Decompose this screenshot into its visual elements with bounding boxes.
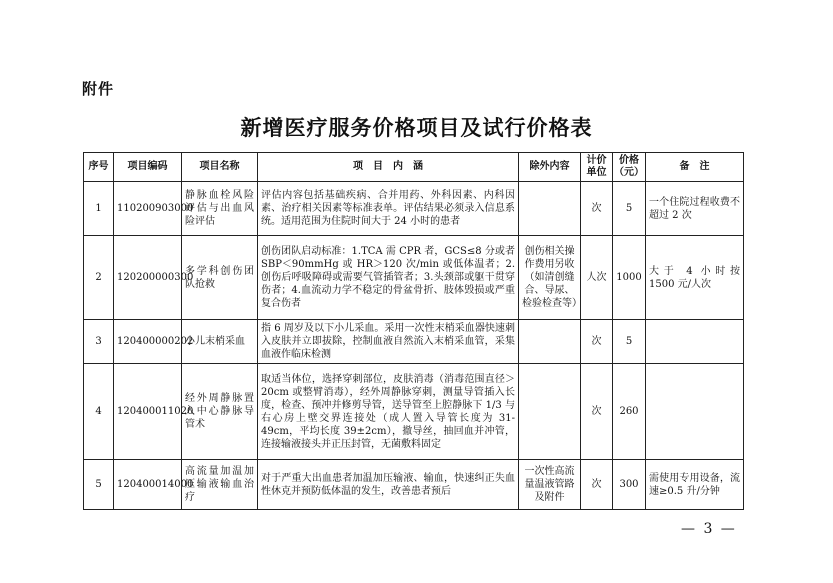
attachment-label: 附件 bbox=[82, 80, 115, 98]
table-row bbox=[84, 236, 744, 320]
cell-name: 多学科创伤团队抢救 bbox=[182, 236, 258, 320]
cell-unit: 次 bbox=[581, 182, 613, 236]
cell-price: 260 bbox=[613, 364, 646, 460]
header-excluded: 除外内容 bbox=[519, 153, 581, 182]
cell-unit: 人次 bbox=[581, 236, 613, 320]
cell-content: 指 6 周岁及以下小儿采血。采用一次性末梢采血器快速刺入皮肤并立即拔除，控制血液自然流入末梢采血管，采集血液作临床检测 bbox=[258, 320, 519, 364]
table-row bbox=[84, 364, 744, 460]
cell-name: 静脉血栓风险评估与出血风险评估 bbox=[182, 182, 258, 236]
cell-remark: 一个住院过程收费不超过 2 次 bbox=[646, 182, 744, 236]
table-row bbox=[84, 182, 744, 236]
cell-unit: 次 bbox=[581, 460, 613, 510]
cell-excluded bbox=[519, 182, 581, 236]
cell-excluded bbox=[519, 364, 581, 460]
cell-remark: 大于 4 小时按 1500 元/人次 bbox=[646, 236, 744, 320]
header-content: 项 目 内 涵 bbox=[258, 153, 519, 182]
cell-price: 300 bbox=[613, 460, 646, 510]
cell-price: 5 bbox=[613, 320, 646, 364]
cell-remark bbox=[646, 364, 744, 460]
cell-unit: 次 bbox=[581, 320, 613, 364]
header-remark: 备 注 bbox=[646, 153, 744, 182]
cell-excluded: 一次性高流量温液管路及附件 bbox=[519, 460, 581, 510]
cell-unit: 次 bbox=[581, 364, 613, 460]
cell-code: 120400014000 bbox=[114, 460, 182, 510]
table-row bbox=[84, 460, 744, 510]
cell-name: 高流量加温加压输液输血治疗 bbox=[182, 460, 258, 510]
cell-seq: 3 bbox=[84, 320, 114, 364]
header-code: 项目编码 bbox=[114, 153, 182, 182]
header-unit: 计价单位 bbox=[581, 153, 613, 182]
cell-price: 5 bbox=[613, 182, 646, 236]
cell-name: 小儿末梢采血 bbox=[182, 320, 258, 364]
cell-code: 120200000300 bbox=[114, 236, 182, 320]
table-header-row bbox=[84, 153, 744, 182]
cell-name: 经外周静脉置入中心静脉导管术 bbox=[182, 364, 258, 460]
cell-remark: 需使用专用设备，流速≥0.5 升/分钟 bbox=[646, 460, 744, 510]
header-seq: 序号 bbox=[84, 153, 114, 182]
price-table bbox=[83, 152, 744, 510]
cell-excluded: 创伤相关操作费用另收（如清创缝合、导尿、检验检查等） bbox=[519, 236, 581, 320]
page-title: 新增医疗服务价格项目及试行价格表 bbox=[240, 115, 593, 140]
cell-code: 120400011020 bbox=[114, 364, 182, 460]
cell-seq: 2 bbox=[84, 236, 114, 320]
cell-content: 取适当体位，选择穿刺部位，皮肤消毒（消毒范围直径＞20cm 或整臂消毒），经外周静脉穿刺，测量导管插入长度，检查、预冲并修剪导管，送导管至上腔静脉下 1/3 与右心房上壁交界连接处（成人置入导管长度为 31-49cm，平均长度 39±2cm），撤导丝，抽回血并冲管，连接输液接头并正压封管，无菌敷料固定 bbox=[258, 364, 519, 460]
page-number: — 3 — bbox=[681, 521, 737, 537]
cell-code: 110200903000 bbox=[114, 182, 182, 236]
cell-code: 120400000202 bbox=[114, 320, 182, 364]
cell-remark bbox=[646, 320, 744, 364]
cell-price: 1000 bbox=[613, 236, 646, 320]
cell-seq: 4 bbox=[84, 364, 114, 460]
table-row bbox=[84, 320, 744, 364]
cell-content: 评估内容包括基础疾病、合并用药、外科因素、内科因素、治疗相关因素等标准表单。评估结果必须录入信息系统。适用范围为住院时间大于 24 小时的患者 bbox=[258, 182, 519, 236]
header-price: 价格（元） bbox=[613, 153, 646, 182]
cell-seq: 5 bbox=[84, 460, 114, 510]
cell-excluded bbox=[519, 320, 581, 364]
cell-content: 对于严重大出血患者加温加压输液、输血，快速纠正失血性休克并预防低体温的发生，改善患者预后 bbox=[258, 460, 519, 510]
cell-content: 创伤团队启动标准：1.TCA 需 CPR 者，GCS≤8 分或者 SBP＜90mmHg 或 HR＞120 次/min 或低体温者；2.创伤后呼吸障碍或需要气管插管者；3.头颈部或躯干贯穿伤者；4.血流动力学不稳定的骨盆骨折、肢体毁损或严重复合伤者 bbox=[258, 236, 519, 320]
cell-seq: 1 bbox=[84, 182, 114, 236]
header-name: 项目名称 bbox=[182, 153, 258, 182]
